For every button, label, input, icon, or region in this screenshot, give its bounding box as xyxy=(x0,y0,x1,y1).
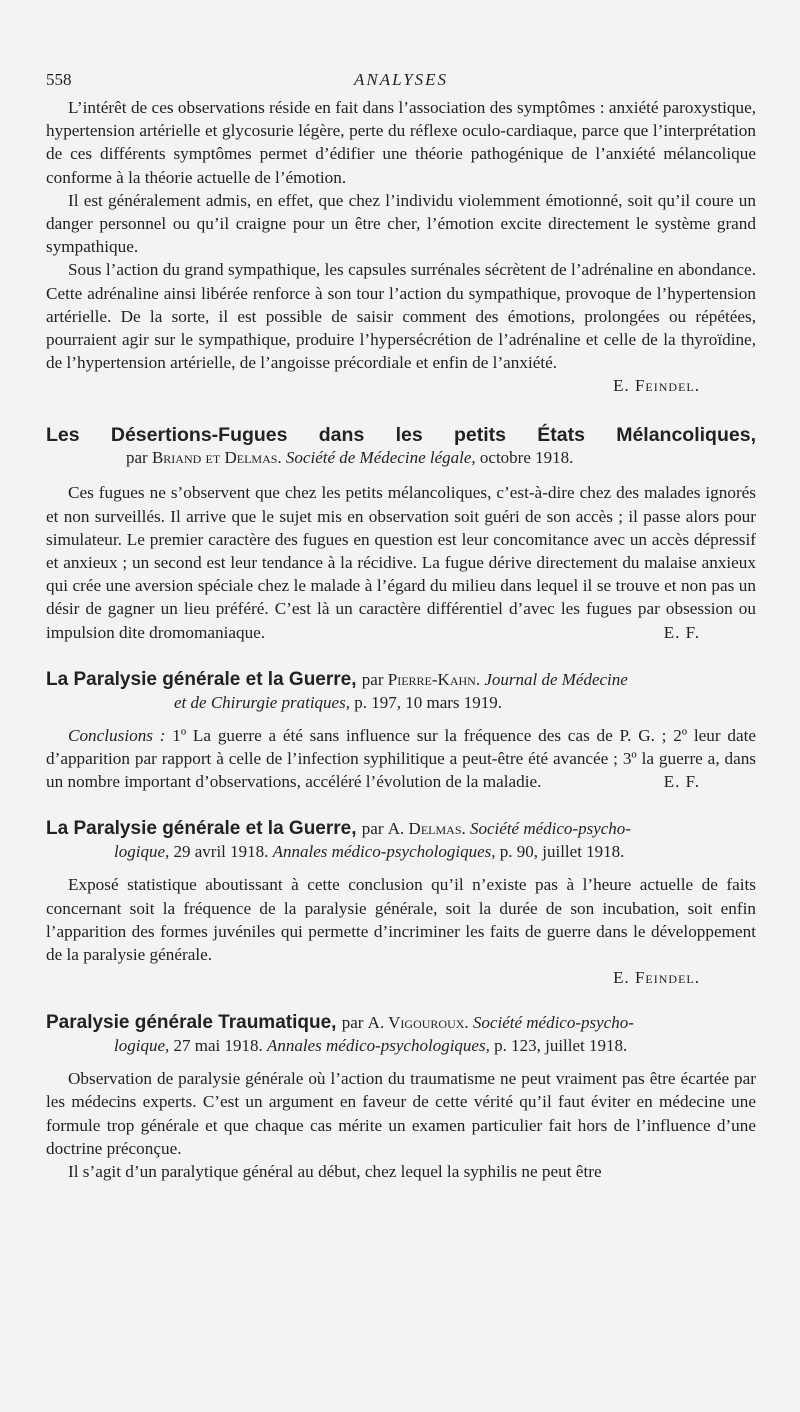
signature: E. F. xyxy=(663,772,700,792)
article-body: Observation de paralysie générale où l’action du traumatisme ne peut vraiment pas être écartée par les médecins experts. C’est un argument en faveur de cette vérité qu’il faut éviter en médecine une formule trop générale et que chaque cas mérite un examen particulier fait hors de l’influence d’une doctrine préconçue. xyxy=(46,1069,756,1158)
article-title: La Paralysie générale et la Guerre, par Pierre-Kahn. Journal de Médecine xyxy=(46,668,628,690)
article-body: Exposé statistique aboutissant à cette conclusion qu’il n’existe pas à l’heure actuelle de faits concernant soit la fréquence de la paralysie générale, soit la durée de son incubation, soit enfin l’apparition des formes juvéniles qui permette d’incriminer les faits de guerre dans le développement de la paralysie générale. xyxy=(46,875,756,965)
article-paralysie-guerre-pierre-kahn xyxy=(46,668,756,794)
intro-section xyxy=(46,96,756,397)
article-citation: et de Chirurgie pratiques, p. 197, 10 mars 1919. xyxy=(174,692,503,712)
article-body: Il s’agit d’un paralytique général au début, chez lequel la syphilis ne peut être xyxy=(68,1162,602,1182)
article-paralysie-guerre-delmas xyxy=(46,817,756,989)
article-desertions-fugues xyxy=(46,423,756,643)
signature: E. Feindel. xyxy=(613,376,700,396)
paragraph: L’intérêt de ces observations réside en fait dans l’association des symptômes : anxiété paroxystique, hypertension artérielle et glycosurie légère, perte du réflexe oculo-cardiaque, parce que l’interprétation de ces différents symptômes permet d’édifier une théorie pathogénique de l’anxiété mélancolique conforme à la théorie actuelle de l’émotion. xyxy=(46,98,756,187)
article-citation: par Briand et Delmas. Société de Médecine légale, octobre 1918. xyxy=(126,448,574,468)
running-head-title: ANALYSES xyxy=(353,70,449,89)
article-citation: logique, 29 avril 1918. Annales médico-psychologiques, p. 90, juillet 1918. xyxy=(114,842,625,862)
article-body: Ces fugues ne s’observent que chez les petits mélancoliques, c’est-à-dire chez des malades ignorés et non surveillés. Il arrive que le sujet mis en observation soit guéri de son accès ; il passe alors pour simulateur. Le premier caractère des fugues en question est leur concomitance avec un accès dépressif et anxieux ; un second est leur tendance à la récidive. La fugue dérive directement du malaise anxieux qui crée une aversion spéciale chez le malade à l’égard du milieu dans lequel il se trouve et non pas un désir de gagner un lieu préféré. C’est là un caractère différentiel d’avec les fugues par obsession ou impulsion dite dromomaniaque. xyxy=(46,483,756,642)
running-head xyxy=(46,64,756,94)
paragraph: Sous l’action du grand sympathique, les capsules surrénales sécrètent de l’adrénaline en abondance. Cette adrénaline ainsi libérée renforce à son tour l’action du sympathique, provoque de l’hypertension artérielle. De la sorte, il est possible de saisir comment des émotions, prolongées ou répétées, pourraient agir sur le sympathique, produire l’hypersécrétion de l’adrénaline et celle de la thyroïdine, de l’hypertension artérielle, de l’angoisse précordiale et enfin de l’anxiété. xyxy=(46,260,756,373)
article-title: Les Désertions-Fugues dans les petits États Mélancoliques, xyxy=(46,424,756,447)
article-title: La Paralysie générale et la Guerre, par A. Delmas. Société médico-psycho- xyxy=(46,818,631,840)
article-title: Paralysie générale Traumatique, par A. Vigouroux. Société médico-psycho- xyxy=(46,1012,634,1034)
page xyxy=(46,64,756,1183)
article-paralysie-traumatique xyxy=(46,1011,756,1183)
signature: E. Feindel. xyxy=(613,968,700,988)
article-body: Conclusions : 1º La guerre a été sans influence sur la fréquence des cas de P. G. ; 2º leur date d’apparition par rapport à celle de l’infection syphilitique a peut-être été avancée ; 3º la guerre a, dans un nombre important d’observations, accéléré l’évolution de la maladie. xyxy=(46,725,756,792)
signature: E. F. xyxy=(663,622,700,642)
article-citation: logique, 27 mai 1918. Annales médico-psychologiques, p. 123, juillet 1918. xyxy=(114,1036,628,1056)
paragraph: Il est généralement admis, en effet, que chez l’individu violemment émotionné, soit qu’il coure un danger personnel ou qu’il craigne pour un être cher, l’émotion excite directement le système grand sympathique. xyxy=(46,190,756,257)
page-number: 558 xyxy=(46,70,72,89)
